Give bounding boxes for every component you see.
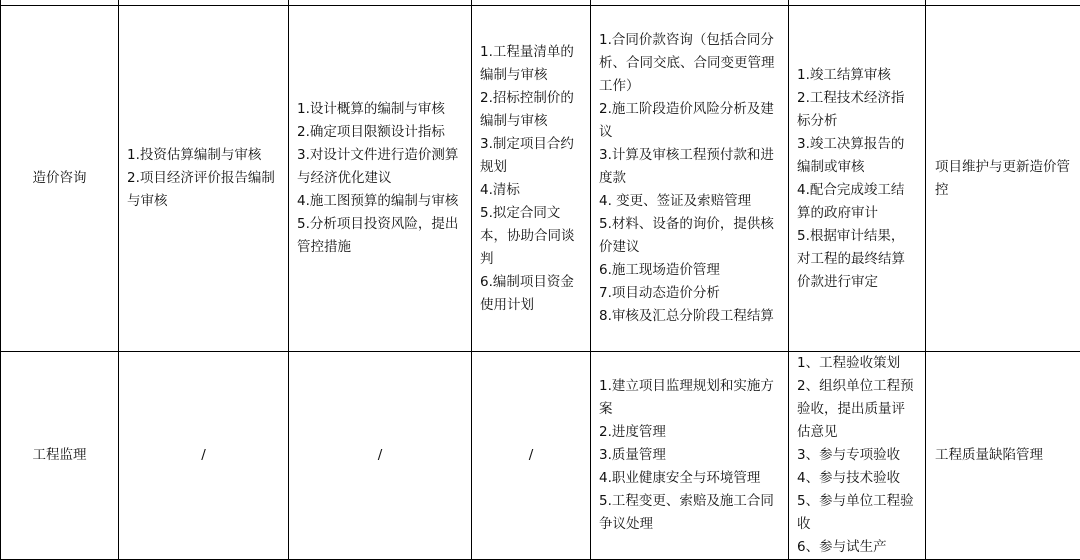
stage-cell xyxy=(119,352,289,560)
stage-cell xyxy=(789,352,926,560)
list-item: 4.配合完成竣工结算的政府审计 xyxy=(797,179,917,225)
list-item: 5.材料、设备的询价，提供核价建议 xyxy=(599,213,780,259)
stage-cell xyxy=(289,352,472,560)
list-item: 8.审核及汇总分阶段工程结算 xyxy=(599,305,780,328)
list-item: 3.质量管理 xyxy=(599,444,780,467)
list-item: 1、工程验收策划 xyxy=(797,352,917,375)
list-item: 7.项目动态造价分析 xyxy=(599,282,780,305)
list-item: 4.清标 xyxy=(480,179,582,202)
list-item: 1.设计概算的编制与审核 xyxy=(297,98,463,121)
list-item: 5、参与单位工程验收 xyxy=(797,490,917,536)
list-item: 2.工程技术经济指标分析 xyxy=(797,87,917,133)
list-item: 3.对设计文件进行造价测算与经济优化建议 xyxy=(297,144,463,190)
empty-mark: / xyxy=(201,447,206,463)
list-item: 1.合同价款咨询（包括合同分析、合同交底、合同变更管理工作） xyxy=(599,29,780,98)
list-item: 4. 变更、签证及索赔管理 xyxy=(599,190,780,213)
list-item: 4、参与技术验收 xyxy=(797,467,917,490)
list-item: 2.进度管理 xyxy=(599,421,780,444)
table-row xyxy=(1,352,1080,560)
row-category xyxy=(1,6,119,352)
list-item: 3.竣工决算报告的编制或审核 xyxy=(797,133,917,179)
list-item: 1.工程量清单的编制与审核 xyxy=(480,41,582,87)
list-item: 2、组织单位工程预验收，提出质量评估意见 xyxy=(797,375,917,444)
stage-cell xyxy=(119,6,289,352)
category-label: 造价咨询 xyxy=(33,170,87,186)
list-item: 工程质量缺陷管理 xyxy=(935,444,1072,467)
stage-cell xyxy=(472,6,591,352)
stage-cell xyxy=(591,352,789,560)
list-item: 3.计算及审核工程预付款和进度款 xyxy=(599,144,780,190)
stage-cell xyxy=(926,6,1080,352)
list-item: 5.分析项目投资风险，提出管控措施 xyxy=(297,213,463,259)
stage-cell xyxy=(789,6,926,352)
list-item: 5.根据审计结果，对工程的最终结算价款进行审定 xyxy=(797,225,917,294)
empty-mark: / xyxy=(529,447,534,463)
list-item: 2.施工阶段造价风险分析及建议 xyxy=(599,98,780,144)
list-item: 3、参与专项验收 xyxy=(797,444,917,467)
list-item: 1.建立项目监理规划和实施方案 xyxy=(599,375,780,421)
list-item: 3.制定项目合约规划 xyxy=(480,133,582,179)
list-item: 6.编制项目资金使用计划 xyxy=(480,271,582,317)
stage-cell xyxy=(591,6,789,352)
list-item: 2.项目经济评价报告编制与审核 xyxy=(127,167,280,213)
list-item: 4.施工图预算的编制与审核 xyxy=(297,190,463,213)
list-item: 4.职业健康安全与环境管理 xyxy=(599,467,780,490)
list-item: 5.拟定合同文本，协助合同谈判 xyxy=(480,202,582,271)
table-row xyxy=(1,6,1080,352)
list-item: 5.工程变更、索赔及施工合同争议处理 xyxy=(599,490,780,536)
list-item: 1.竣工结算审核 xyxy=(797,64,917,87)
list-item: 6.施工现场造价管理 xyxy=(599,259,780,282)
category-label: 工程监理 xyxy=(33,447,87,463)
stage-cell xyxy=(472,352,591,560)
row-category xyxy=(1,352,119,560)
list-item: 项目维护与更新造价管控 xyxy=(935,156,1072,202)
list-item: 6、参与试生产 xyxy=(797,536,917,559)
empty-mark: / xyxy=(378,447,383,463)
list-item: 1.投资估算编制与审核 xyxy=(127,144,280,167)
stage-cell xyxy=(289,6,472,352)
list-item: 2.确定项目限额设计指标 xyxy=(297,121,463,144)
stage-cell xyxy=(926,352,1080,560)
list-item: 2.招标控制价的编制与审核 xyxy=(480,87,582,133)
